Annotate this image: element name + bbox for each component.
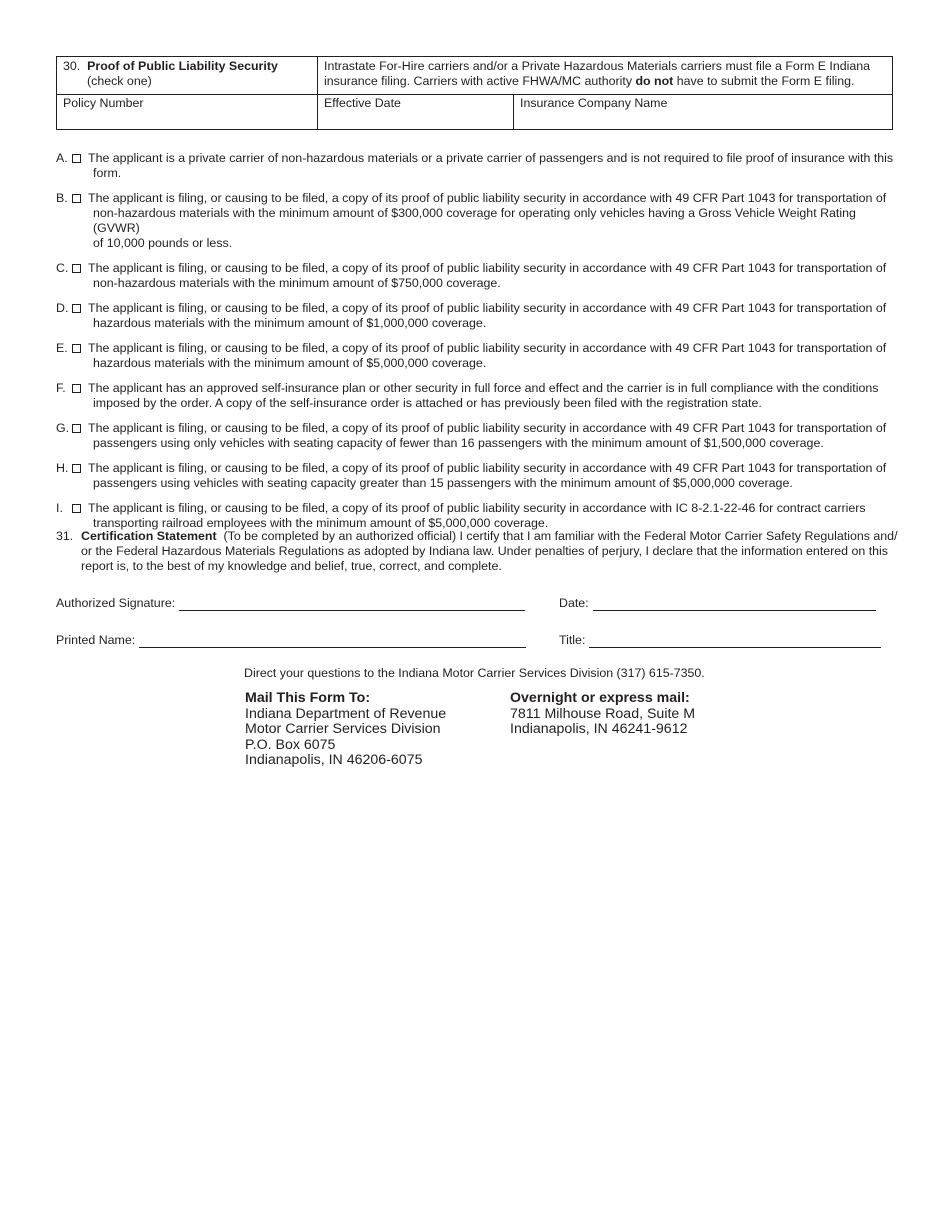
title-label: Title: xyxy=(559,633,586,647)
form-e-note-do-not: do not xyxy=(635,74,674,88)
authorized-signature-line[interactable] xyxy=(179,598,525,611)
printed-name-row xyxy=(56,633,898,649)
option-a-line1: The applicant is a private carrier of non-hazardous materials or a private carrier of passengers and is not required to file proof of insurance with this xyxy=(88,151,894,165)
option-e-checkbox[interactable] xyxy=(72,344,81,353)
option-a-letter: A. xyxy=(56,151,68,165)
option-b xyxy=(56,191,898,251)
liability-header-row xyxy=(57,57,892,95)
printed-name-field[interactable] xyxy=(56,633,526,648)
option-h-checkbox[interactable] xyxy=(72,464,81,473)
option-h xyxy=(56,461,898,491)
certification-statement xyxy=(56,529,898,574)
option-a-line2: form. xyxy=(93,166,122,180)
date-label: Date: xyxy=(559,596,589,610)
option-f-line2: imposed by the order. A copy of the self-insurance order is attached or has previously been filed with the registration state. xyxy=(93,396,762,410)
option-i-checkbox[interactable] xyxy=(72,504,81,513)
option-b-checkbox[interactable] xyxy=(72,194,81,203)
certification-line3: report is, to the best of my knowledge and belief, true, correct, and complete. xyxy=(81,559,502,573)
contact-note: Direct your questions to the Indiana Motor Carrier Services Division (317) 615-7350. xyxy=(244,666,705,680)
authorized-signature-label: Authorized Signature: xyxy=(56,596,176,610)
liability-table xyxy=(56,56,893,130)
policy-number-field[interactable] xyxy=(57,94,318,130)
overnight-heading: Overnight or express mail: xyxy=(510,690,690,706)
option-i-letter: I. xyxy=(56,501,63,515)
overnight-line-1: 7811 Milhouse Road, Suite M xyxy=(510,705,696,722)
option-d-letter: D. xyxy=(56,301,69,315)
insurance-company-label: Insurance Company Name xyxy=(520,96,668,110)
option-b-line2: non-hazardous materials with the minimum amount of $300,000 coverage for operating only vehicles having a Gross Vehicle Weight Rating (GVWR) xyxy=(93,206,856,235)
option-e-line2: hazardous materials with the minimum amount of $5,000,000 coverage. xyxy=(93,356,487,370)
certification-line1: (To be completed by an authorized official) I certify that I am familiar with the Federal Motor Carrier Safety Regulations and/ xyxy=(216,529,898,543)
option-b-letter: B. xyxy=(56,191,68,205)
insurance-company-field[interactable] xyxy=(514,94,892,130)
mail-to-line-2: Motor Carrier Services Division xyxy=(245,721,441,738)
option-g-letter: G. xyxy=(56,421,70,435)
option-d xyxy=(56,301,898,331)
authorized-signature-field[interactable] xyxy=(56,596,525,611)
form-e-note xyxy=(318,57,892,94)
liability-options xyxy=(56,151,898,541)
option-e xyxy=(56,341,898,371)
option-b-line3: of 10,000 pounds or less. xyxy=(93,236,233,250)
option-g-checkbox[interactable] xyxy=(72,424,81,433)
section-30-heading xyxy=(57,57,318,94)
option-c-checkbox[interactable] xyxy=(72,264,81,273)
option-g xyxy=(56,421,898,451)
option-c-letter: C. xyxy=(56,261,69,275)
option-c-line2: non-hazardous materials with the minimum amount of $750,000 coverage. xyxy=(93,276,501,290)
title-field[interactable] xyxy=(559,633,881,648)
effective-date-label: Effective Date xyxy=(324,96,401,110)
printed-name-line[interactable] xyxy=(139,635,526,648)
effective-date-field[interactable] xyxy=(318,94,514,130)
mail-to-line-3: P.O. Box 6075 xyxy=(245,736,336,753)
option-i-line1: The applicant is filing, or causing to be filed, a copy of its proof of public liability security in accordance with IC 8-2.1-22-46 for contract carriers xyxy=(88,501,866,515)
option-h-line2: passengers using vehicles with seating capacity greater than 15 passengers with the minimum amount of $5,000,000 coverage. xyxy=(93,476,793,490)
mail-to-line-1: Indiana Department of Revenue xyxy=(245,705,447,722)
option-d-line2: hazardous materials with the minimum amount of $1,000,000 coverage. xyxy=(93,316,487,330)
option-c xyxy=(56,261,898,291)
option-a xyxy=(56,151,898,181)
check-one-note: (check one) xyxy=(87,74,152,88)
signature-row xyxy=(56,596,898,612)
form-e-note-line2-post: have to submit the Form E filing. xyxy=(673,74,855,88)
mail-to-heading: Mail This Form To: xyxy=(245,690,371,706)
date-field[interactable] xyxy=(559,596,876,611)
form-e-note-line2-pre: insurance filing. Carriers with active FHWA/MC authority xyxy=(324,74,636,88)
option-f-checkbox[interactable] xyxy=(72,384,81,393)
option-f-line1: The applicant has an approved self-insurance plan or other security in full force and effect and the carrier is in full compliance with the conditions xyxy=(88,381,879,395)
option-f-letter: F. xyxy=(56,381,66,395)
mail-to-line-4: Indianapolis, IN 46206-6075 xyxy=(245,752,423,769)
mail-to-address xyxy=(245,691,446,769)
certification-title: Certification Statement xyxy=(81,529,217,543)
overnight-line-2: Indianapolis, IN 46241-9612 xyxy=(510,721,688,738)
option-g-line1: The applicant is filing, or causing to be filed, a copy of its proof of public liability security in accordance with 49 CFR Part 1043 for transportation of xyxy=(88,421,887,435)
option-d-line1: The applicant is filing, or causing to be filed, a copy of its proof of public liability security in accordance with 49 CFR Part 1043 for transportation of xyxy=(88,301,887,315)
policy-number-label: Policy Number xyxy=(63,96,144,110)
option-h-line1: The applicant is filing, or causing to be filed, a copy of its proof of public liability security in accordance with 49 CFR Part 1043 for transportation of xyxy=(88,461,887,475)
liability-fields-row xyxy=(57,94,892,130)
option-i xyxy=(56,501,898,531)
printed-name-label: Printed Name: xyxy=(56,633,136,647)
option-h-letter: H. xyxy=(56,461,69,475)
form-e-note-line1: Intrastate For-Hire carriers and/or a Private Hazardous Materials carriers must file a Form E Indiana xyxy=(324,59,871,73)
option-i-line2: transporting railroad employees with the minimum amount of $5,000,000 coverage. xyxy=(93,516,549,530)
section-30-number: 30. xyxy=(63,59,81,73)
certification-line2: or the Federal Hazardous Materials Regulations as adopted by Indiana law. Under penalties of perjury, I declare that the information entered on this xyxy=(81,544,889,558)
date-line[interactable] xyxy=(593,598,876,611)
option-f xyxy=(56,381,898,411)
option-b-line1: The applicant is filing, or causing to be filed, a copy of its proof of public liability security in accordance with 49 CFR Part 1043 for transportation of xyxy=(88,191,887,205)
title-line[interactable] xyxy=(589,635,881,648)
option-e-letter: E. xyxy=(56,341,68,355)
option-e-line1: The applicant is filing, or causing to be filed, a copy of its proof of public liability security in accordance with 49 CFR Part 1043 for transportation of xyxy=(88,341,887,355)
option-g-line2: passengers using only vehicles with seating capacity of fewer than 16 passengers with the minimum amount of $1,500,000 coverage. xyxy=(93,436,824,450)
overnight-address xyxy=(510,691,695,738)
section-31-number: 31. xyxy=(56,529,74,543)
option-d-checkbox[interactable] xyxy=(72,304,81,313)
option-c-line1: The applicant is filing, or causing to be filed, a copy of its proof of public liability security in accordance with 49 CFR Part 1043 for transportation of xyxy=(88,261,887,275)
option-a-checkbox[interactable] xyxy=(72,154,81,163)
section-30-title: Proof of Public Liability Security xyxy=(87,59,278,73)
